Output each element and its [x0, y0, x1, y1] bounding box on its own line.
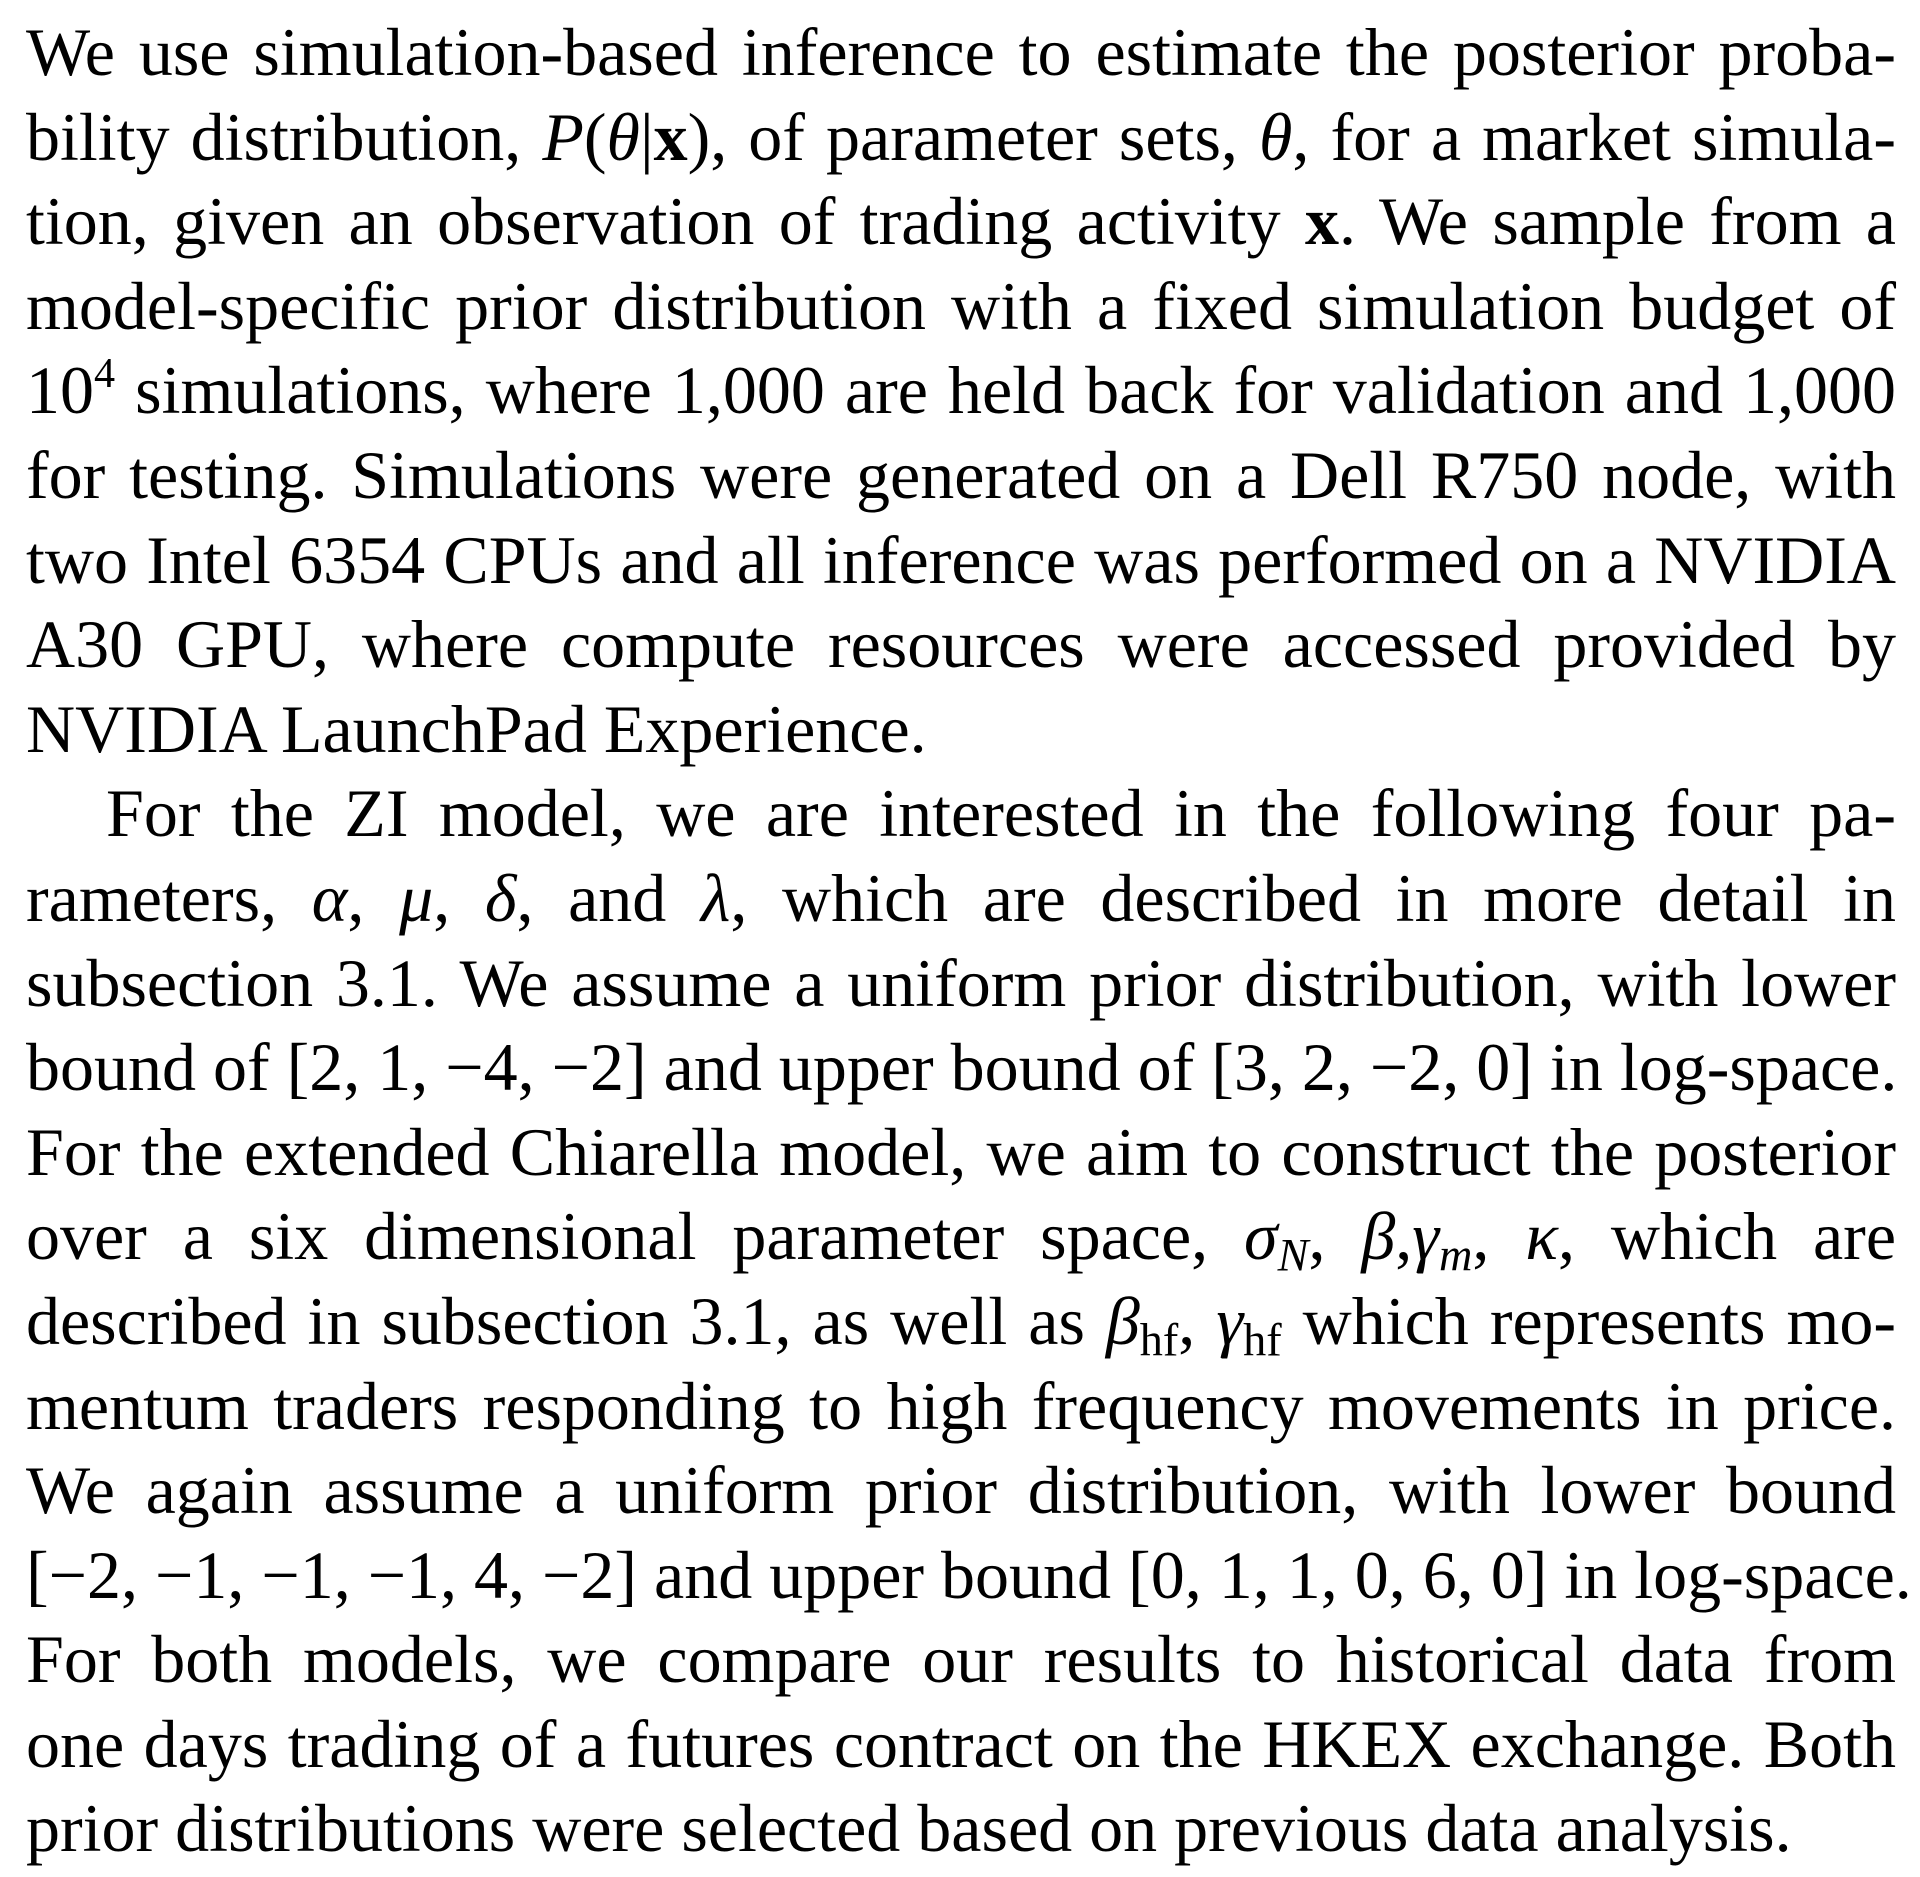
text-line: For both models, we compare our results to historical data from: [26, 1621, 1896, 1698]
text-line: two Intel 6354 CPUs and all inference was performed on a NVIDIA: [26, 521, 1896, 598]
text-line: model-specific prior distribution with a fixed simulation budget of: [26, 267, 1896, 344]
text-line: We again assume a uniform prior distribution, with lower bound: [26, 1452, 1896, 1529]
text-line: prior distributions were selected based on previous data analysis.: [26, 1790, 1792, 1867]
text-line: tion, given an observation of trading activity x. We sample from a: [26, 183, 1896, 260]
text-line: [−2, −1, −1, −1, 4, −2] and upper bound [0, 1, 1, 0, 6, 0] in log-space.: [26, 1536, 1912, 1613]
text-line: for testing. Simulations were generated on a Dell R750 node, with: [26, 436, 1896, 513]
text-line: described in subsection 3.1, as well as $\beta_{hf}$, $\gamma_{hf}$ which represents mo-: [26, 1282, 1897, 1367]
text-line: mentum traders responding to high frequency movements in price.: [26, 1367, 1896, 1444]
text-line: bound of [2, 1, −4, −2] and upper bound of [3, 2, −2, 0] in log-space.: [26, 1029, 1898, 1106]
text-line: subsection 3.1. We assume a uniform prior distribution, with lower: [26, 944, 1896, 1021]
paragraph-methods: [26, 10, 1896, 771]
text-line: rameters, α, μ, δ, and λ, which are described in more detail in: [26, 859, 1897, 936]
text-line: bility distribution, P(θ|x), of parameter sets, θ, for a market simula-: [26, 98, 1897, 175]
paragraph-priors: [26, 771, 1912, 1871]
text-line: one days trading of a futures contract on the HKEX exchange. Both: [26, 1705, 1896, 1782]
text-line: $10^4$ simulations, where 1,000 are held back for validation and 1,000: [26, 350, 1896, 429]
text-line: A30 GPU, where compute resources were accessed provided by: [26, 606, 1896, 683]
text-line: NVIDIA LaunchPad Experience.: [26, 690, 927, 767]
text-line: For the ZI model, we are interested in the following four pa-: [106, 775, 1896, 852]
text-line: For the extended Chiarella model, we aim to construct the posterior: [26, 1113, 1896, 1190]
text-line: over a six dimensional parameter space, $\sigma_N$, $\beta,\gamma_m$, κ, which are: [26, 1198, 1896, 1282]
text-line: We use simulation-based inference to estimate the posterior proba-: [26, 14, 1896, 90]
